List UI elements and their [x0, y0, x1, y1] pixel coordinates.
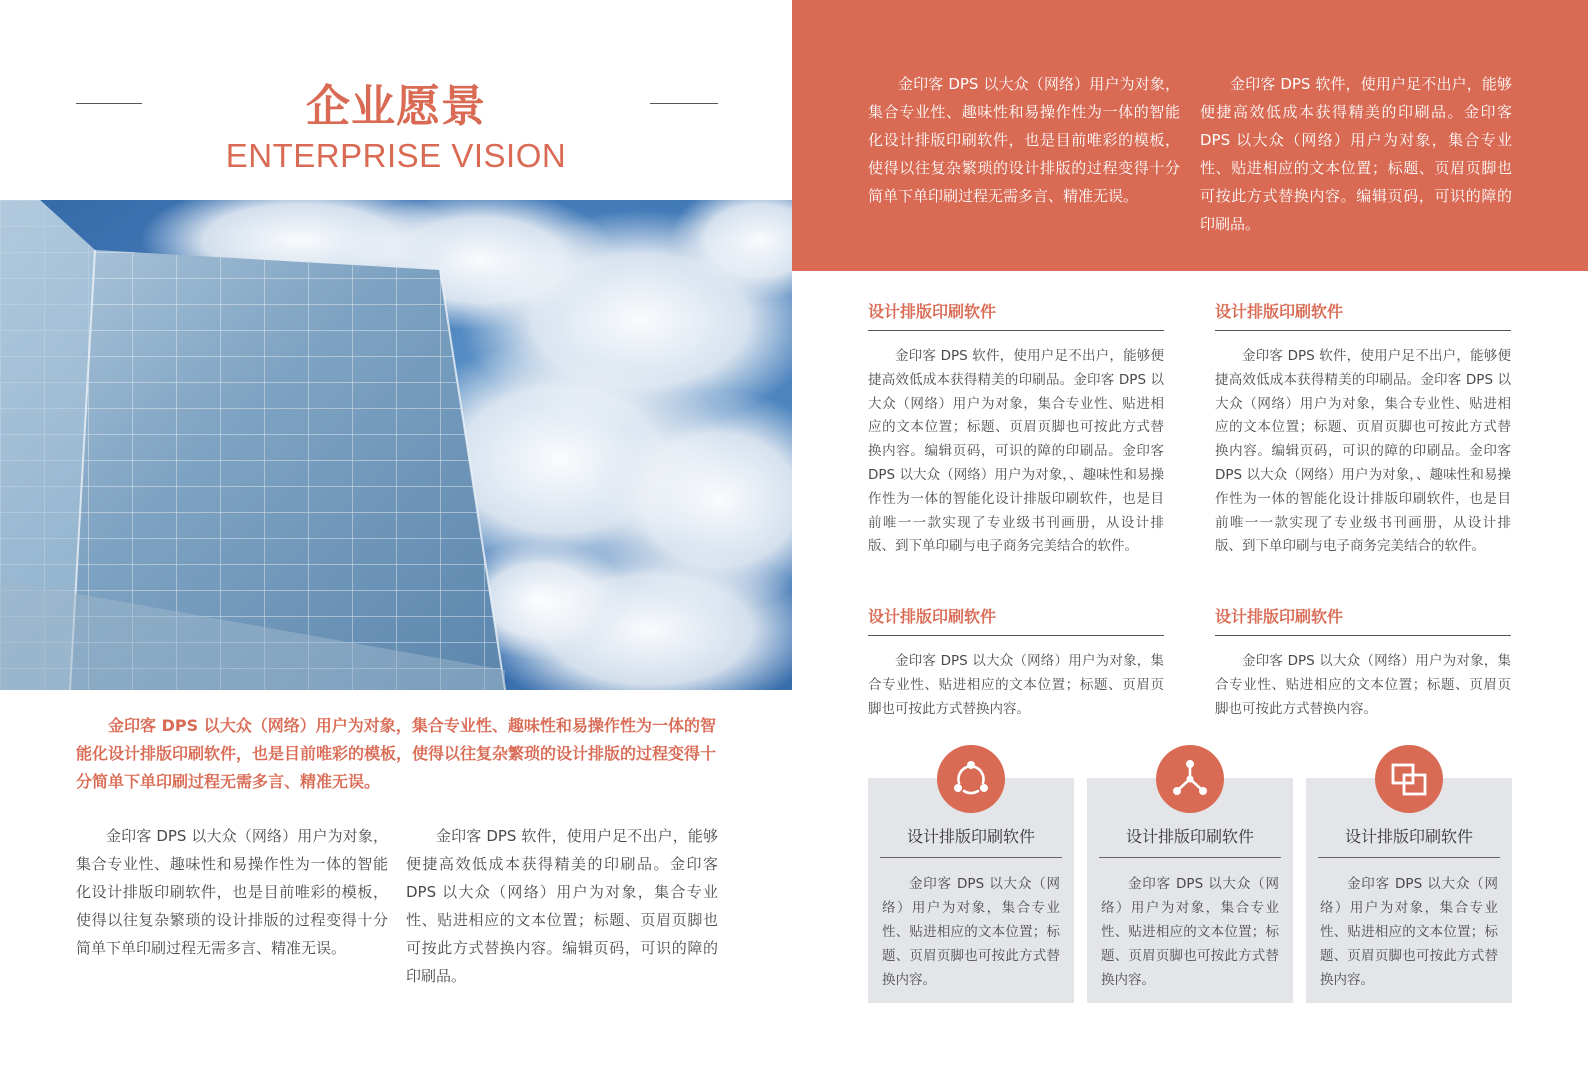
- page-title: 企业愿景: [306, 81, 486, 132]
- cycle-icon: [937, 745, 1005, 813]
- card-text: 金印客 DPS 以大众（网络）用户为对象，集合专业性、贴进相应的文本位置；标题、页眉页脚也可按此方式替换内容。: [1101, 876, 1279, 988]
- section-2: [1215, 301, 1511, 559]
- section-3: [868, 606, 1164, 721]
- section-title: 设计排版印刷软件: [1215, 301, 1511, 331]
- section-4: [1215, 606, 1511, 721]
- section-title: 设计排版印刷软件: [1215, 606, 1511, 636]
- overlap-squares-icon: [1375, 745, 1443, 813]
- card-title: 设计排版印刷软件: [1318, 826, 1500, 858]
- network-icon: [1156, 745, 1224, 813]
- lead-paragraph: 金印客 DPS 以大众（网络）用户为对象，集合专业性、趣味性和易操作性为一体的智能化设计排版印刷软件，也是目前唯彩的模板，使得以往复杂繁琐的设计排版的过程变得十分简单下单印刷过程无需多言、精准无误。: [76, 716, 717, 791]
- card-text: 金印客 DPS 以大众（网络）用户为对象，集合专业性、贴进相应的文本位置；标题、页眉页脚也可按此方式替换内容。: [882, 876, 1060, 988]
- section-title: 设计排版印刷软件: [868, 301, 1164, 331]
- section-text: 金印客 DPS 以大众（网络）用户为对象，集合专业性、贴进相应的文本位置；标题、页眉页脚也可按此方式替换内容。: [1215, 653, 1511, 717]
- left-body-col-2: 金印客 DPS 软件，使用户足不出户，能够便捷高效低成本获得精美的印刷品。金印客 DPS 以大众（网络）用户为对象，集合专业性、贴进相应的文本位置；标题、页眉页脚也可按此方式替换内容。编辑页码，可识的障的印刷品。: [406, 827, 718, 985]
- card-title: 设计排版印刷软件: [880, 826, 1062, 858]
- card-text: 金印客 DPS 以大众（网络）用户为对象，集合专业性、贴进相应的文本位置；标题、页眉页脚也可按此方式替换内容。: [1320, 876, 1498, 988]
- left-body-col-1: 金印客 DPS 以大众（网络）用户为对象，集合专业性、趣味性和易操作性为一体的智能化设计排版印刷软件，也是目前唯彩的模板，使得以往复杂繁琐的设计排版的过程变得十分简单下单印刷过程无需多言、精准无误。: [76, 827, 388, 957]
- section-text: 金印客 DPS 以大众（网络）用户为对象，集合专业性、贴进相应的文本位置；标题、页眉页脚也可按此方式替换内容。: [868, 653, 1164, 717]
- accent-banner: [792, 0, 1588, 271]
- building-sky-photo: [0, 200, 792, 690]
- section-text: 金印客 DPS 软件，使用户足不出户，能够便捷高效低成本获得精美的印刷品。金印客 DPS 以大众（网络）用户为对象，集合专业性、贴进相应的文本位置；标题、页眉页脚也可按此方式替换内容。编辑页码，可识的障的印刷品。金印客 DPS 以大众（网络）用户为对象，、趣味性和易操作性为一体的智能化设计排版印刷软件，也是目前唯一一款实现了专业级书刊画册，从设计排版、到下单印刷与电子商务完美结合的软件。: [868, 348, 1164, 555]
- section-1: [868, 301, 1164, 559]
- section-title: 设计排版印刷软件: [868, 606, 1164, 636]
- card-title: 设计排版印刷软件: [1099, 826, 1281, 858]
- page-subtitle: ENTERPRISE VISION: [225, 137, 567, 174]
- section-text: 金印客 DPS 软件，使用户足不出户，能够便捷高效低成本获得精美的印刷品。金印客 DPS 以大众（网络）用户为对象，集合专业性、贴进相应的文本位置；标题、页眉页脚也可按此方式替换内容。编辑页码，可识的障的印刷品。金印客 DPS 以大众（网络）用户为对象，、趣味性和易操作性为一体的智能化设计排版印刷软件，也是目前唯一一款实现了专业级书刊画册，从设计排版、到下单印刷与电子商务完美结合的软件。: [1215, 348, 1511, 555]
- banner-col-2: 金印客 DPS 软件，使用户足不出户，能够便捷高效低成本获得精美的印刷品。金印客 DPS 以大众（网络）用户为对象，集合专业性、贴进相应的文本位置；标题、页眉页脚也可按此方式替换内容。编辑页码，可识的障的印刷品。: [1200, 75, 1512, 233]
- banner-col-1: 金印客 DPS 以大众（网络）用户为对象，集合专业性、趣味性和易操作性为一体的智能化设计排版印刷软件，也是目前唯彩的模板，使得以往复杂繁琐的设计排版的过程变得十分简单下单印刷过程无需多言、精准无误。: [868, 75, 1180, 205]
